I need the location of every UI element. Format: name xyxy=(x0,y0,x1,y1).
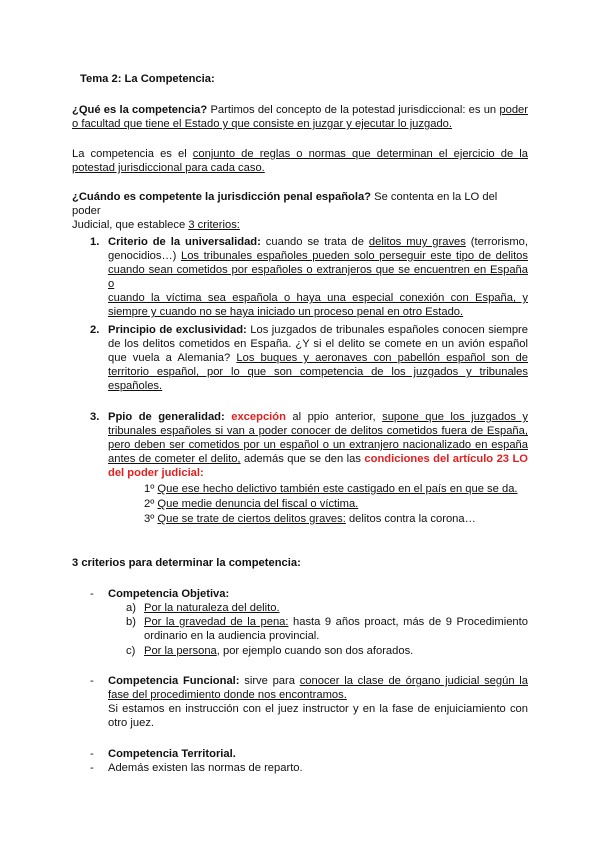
page-title: Tema 2: La Competencia: xyxy=(80,73,215,85)
bullet-dash: - xyxy=(90,748,94,760)
objective-item-a-label: a) xyxy=(126,602,136,614)
distribution-rules-note: Además existen las normas de reparto. xyxy=(108,762,303,774)
section-heading-three-criteria: 3 criterios para determinar la competencia: xyxy=(72,557,301,569)
objective-item-c: Por la persona, por ejemplo cuando son dos aforados. xyxy=(144,645,414,657)
objective-item-c-label: c) xyxy=(126,645,136,657)
paragraph-competence-definition: La competencia es el conjunto de reglas o normas que determinan el ejercicio de la potestad jurisdiccional para cada caso. xyxy=(72,148,528,174)
question-what-is: ¿Qué es la competencia? xyxy=(72,104,208,116)
condition-3: 3º Que se trate de ciertos delitos graves: delitos contra la corona… xyxy=(144,513,476,525)
bullet-dash: - xyxy=(90,762,94,774)
paragraph-when-competent: ¿Cuándo es competente la jurisdicción penal española? Se contenta en la LO del poder Judicial, que establece 3 criterios: xyxy=(72,191,498,231)
objective-item-b-label: b) xyxy=(126,616,136,628)
objective-item-a: Por la naturaleza del delito. xyxy=(144,602,280,614)
objective-competence-title: Competencia Objetiva: xyxy=(108,588,230,600)
list-number-2: 2. xyxy=(90,324,100,336)
objective-item-b: Por la gravedad de la pena: hasta 9 años proact, más de 9 Procedimiento ordinario en la audiencia provincial. xyxy=(144,616,528,642)
condition-2: 2º Que medie denuncia del fiscal o víctima. xyxy=(144,498,359,510)
exception-highlight: excepción xyxy=(231,411,286,423)
question-when: ¿Cuándo es competente la jurisdicción penal española? xyxy=(72,191,372,203)
paragraph-what-is-competence: ¿Qué es la competencia? Partimos del concepto de la potestad jurisdiccional: es un poder o facultad que tiene el Estado y que consiste en juzgar y ejecutar lo juzgado. xyxy=(72,104,528,130)
list-number-3: 3. xyxy=(90,411,100,423)
list-number-1: 1. xyxy=(90,236,100,248)
article-23-highlight: condiciones del artículo 23 LO xyxy=(364,453,528,465)
condition-1: 1º Que ese hecho delictivo también este castigado en el país en que se da. xyxy=(144,483,518,495)
criterion-universality: Criterio de la universalidad: cuando se trata de delitos muy graves (terrorismo, genocidios…) Los tribunales españoles pueden solo perseguir este tipo de delitos cuando sean cometidos por españoles o extranjeros que se encuentren en España o cuando la víctima sea española o haya una especial conexión con España, y siempre y cuando no se haya iniciado un proceso penal en otro Estado. xyxy=(108,236,528,318)
criterion-exclusivity: Principio de exclusividad: Los juzgados de tribunales españoles conocen siempre de los delitos cometidos en España. ¿Y si el delito se comete en un avión español que vuela a Alemania? Los buques y aeronaves con pabellón español son de territorio español, por lo que son competencia de los juzgados y tribunales españoles. xyxy=(108,324,528,392)
territorial-competence-title: Competencia Territorial. xyxy=(108,748,236,760)
criterion-generality: Ppio de generalidad: excepción al ppio anterior, supone que los juzgados y tribunales españoles si van a poder conocer de delitos cometidos fuera de España, pero deben ser cometidos por un español o un extranjero nacionalizado en españa antes de cometer el delito, además que se den las condiciones del artículo 23 LO del poder judicial: xyxy=(108,411,529,479)
functional-competence: Competencia Funcional: sirve para conocer la clase de órgano judicial según la fase del procedimiento donde nos encontramos. Si estamos en instrucción con el juez instructor y en la fase de enjuiciamiento con otro juez. xyxy=(108,675,528,729)
bullet-dash: - xyxy=(90,675,94,687)
bullet-dash: - xyxy=(90,588,94,600)
